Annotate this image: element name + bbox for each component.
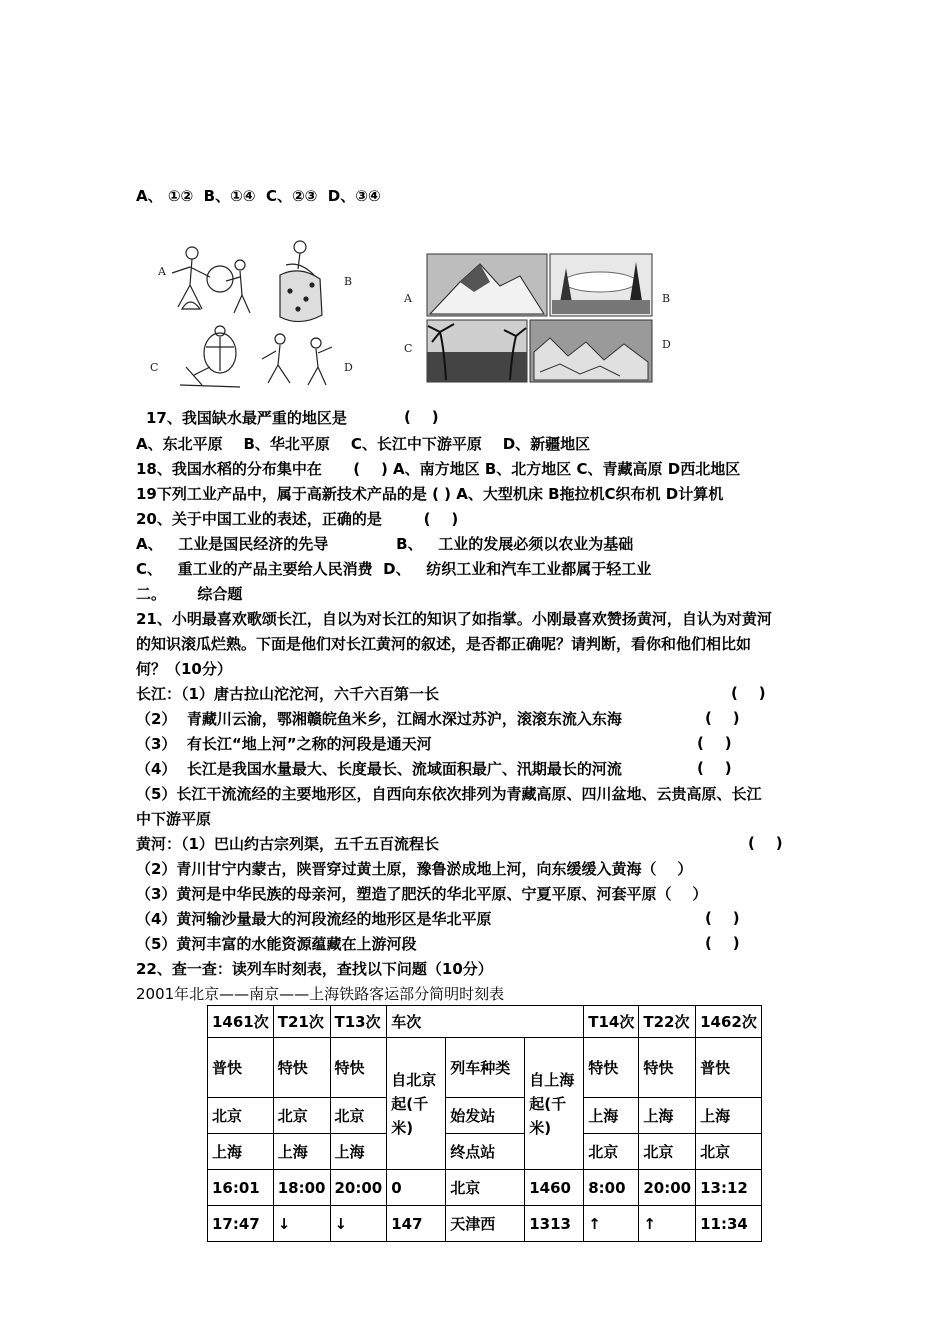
train-number-cell: 1462次 [696,1006,762,1038]
pass-through-arrow-cell: ↓ [330,1206,387,1242]
time-cell: 11:34 [696,1206,762,1242]
landscape-figure [400,252,680,384]
q20-options-cd: C、 重工业的产品主要给人民消费 D、 纺织工业和汽车工业都属于轻工业 [136,560,652,578]
train-number-cell: T21次 [273,1006,330,1038]
figure-label-b: B [662,292,671,305]
origin-cell: 上海 [584,1098,639,1134]
q20-options-ab: A、 工业是国民经济的先导 B、 工业的发展必须以农业为基础 [136,535,634,553]
timetable-title: 2001年北京——南京——上海铁路客运部分简明时刻表 [136,985,505,1003]
changjiang-item-1-blank: ( ) [731,684,766,702]
train-type-cell: 特快 [584,1038,639,1098]
huanghe-item-1: 黄河：（1）巴山约古宗列渠，五千五百流程长 [136,835,439,853]
figure-label-a: A [158,265,166,278]
figure-label-a: A [404,292,412,305]
train-number-cell: T22次 [639,1006,696,1038]
table-row [208,1170,762,1206]
time-cell: 20:00 [639,1170,696,1206]
origin-cell: 上海 [696,1098,762,1134]
station-cell: 天津西 [446,1206,525,1242]
destination-cell: 上海 [330,1134,387,1170]
changjiang-item-4-blank: ( ) [697,759,732,777]
distance-cell: 1313 [525,1206,584,1242]
huanghe-item-4-blank: ( ) [705,909,740,927]
origin-cell: 北京 [330,1098,387,1134]
q17-options: A、东北平原 B、华北平原 C、长江中下游平原 D、新疆地区 [136,435,591,453]
origin-cell: 上海 [639,1098,696,1134]
destination-cell: 上海 [208,1134,274,1170]
q21-intro-3: 何？（10分） [136,660,232,678]
destination-cell: 上海 [273,1134,330,1170]
distance-cell: 1460 [525,1170,584,1206]
distance-cell: 0 [387,1170,446,1206]
train-number-cell: 1461次 [208,1006,274,1038]
changjiang-item-2-blank: ( ) [705,709,740,727]
station-cell: 北京 [446,1170,525,1206]
destination-cell: 北京 [696,1134,762,1170]
train-number-cell: T14次 [584,1006,639,1038]
q17-answer-blank: ( ) [404,408,439,426]
figure-label-d: D [344,361,353,374]
train-type-cell: 普快 [208,1038,274,1098]
pass-through-arrow-cell: ↑ [584,1206,639,1242]
origin-heading: 始发站 [446,1098,525,1134]
distance-from-shanghai-heading: 自上海起(千米) [525,1038,584,1170]
train-number-cell: T13次 [330,1006,387,1038]
huanghe-item-3: （3）黄河是中华民族的母亲河，塑造了肥沃的华北平原、宁夏平原、河套平原（ ） [136,885,708,903]
q21-intro-2: 的知识滚瓜烂熟。下面是他们对长江黄河的叙述，是否都正确呢？请判断，看你和他们相比如 [136,635,752,653]
pass-through-arrow-cell: ↑ [639,1206,696,1242]
train-type-cell: 特快 [639,1038,696,1098]
train-number-heading: 车次 [387,1006,584,1038]
origin-cell: 北京 [273,1098,330,1134]
q21-intro-1: 21、小明最喜欢歌颂长江，自以为对长江的知识了如指掌。小刚最喜欢赞扬黄河，自认为对黄河 [136,610,772,628]
huanghe-item-5: （5）黄河丰富的水能资源蕴藏在上游河段 [136,935,417,953]
changjiang-item-5a: （5）长江干流流经的主要地形区，自西向东依次排列为青藏高原、四川盆地、云贵高原、长江 [136,785,762,803]
time-cell: 20:00 [330,1170,387,1206]
q17-stem: 17、我国缺水最严重的地区是 [146,409,347,427]
huanghe-item-2: （2）青川甘宁内蒙古，陕晋穿过黄土原，豫鲁淤成地上河，向东缓缓入黄海（ ） [136,860,693,878]
time-cell: 17:47 [208,1206,274,1242]
timetable-header-row [208,1006,762,1038]
time-cell: 13:12 [696,1170,762,1206]
time-cell: 18:00 [273,1170,330,1206]
distance-from-beijing-heading: 自北京起(千米) [387,1038,446,1170]
timetable-origin-row [208,1098,762,1134]
pass-through-arrow-cell: ↓ [273,1206,330,1242]
huanghe-item-5-blank: ( ) [705,934,740,952]
figure-label-b: B [344,275,353,288]
changjiang-item-3-blank: ( ) [697,734,732,752]
huanghe-item-1-blank: ( ) [748,834,783,852]
changjiang-item-4: （4） 长江是我国水量最大、长度最长、流域面积最广、汛期最长的河流 [136,760,622,778]
distance-cell: 147 [387,1206,446,1242]
changjiang-item-2: （2） 青藏川云渝，鄂湘赣皖鱼米乡，江阔水深过苏沪，滚滚东流入东海 [136,710,622,728]
destination-cell: 北京 [584,1134,639,1170]
changjiang-item-5b: 中下游平原 [136,810,212,828]
q19: 19下列工业产品中，属于高新技术产品的是 ( ) A、大型机床 B拖拉机C织布机 D计算机 [136,485,724,503]
destination-heading: 终点站 [446,1134,525,1170]
timetable-destination-row [208,1134,762,1170]
train-type-cell: 特快 [273,1038,330,1098]
time-cell: 16:01 [208,1170,274,1206]
train-type-heading: 列车种类 [446,1038,525,1098]
q20-stem: 20、关于中国工业的表述，正确的是 ( ) [136,510,459,528]
answer-options-line: A、 ①② B、①④ C、②③ D、③④ [136,187,381,205]
table-row [208,1206,762,1242]
q22-stem: 22、查一查：读列车时刻表，查找以下问题（10分） [136,960,493,978]
q18: 18、我国水稻的分布集中在 ( ) A、南方地区 B、北方地区 C、青藏高原 D西北地区 [136,460,741,478]
timetable-type-row [208,1038,762,1098]
origin-cell: 北京 [208,1098,274,1134]
changjiang-item-1: 长江：（1）唐古拉山沱沱河，六千六百第一长 [136,685,439,703]
changjiang-item-3: （3） 有长江“地上河”之称的河段是通天河 [136,735,432,753]
section-heading: 二。 综合题 [136,585,243,603]
figure-label-d: D [662,338,671,351]
figure-label-c: C [150,361,159,374]
time-cell: 8:00 [584,1170,639,1206]
train-timetable [207,1005,762,1242]
train-type-cell: 普快 [696,1038,762,1098]
destination-cell: 北京 [639,1134,696,1170]
ethnic-dance-figure [150,235,365,393]
huanghe-item-4: （4）黄河输沙量最大的河段流经的地形区是华北平原 [136,910,492,928]
train-type-cell: 特快 [330,1038,387,1098]
figure-label-c: C [404,342,413,355]
